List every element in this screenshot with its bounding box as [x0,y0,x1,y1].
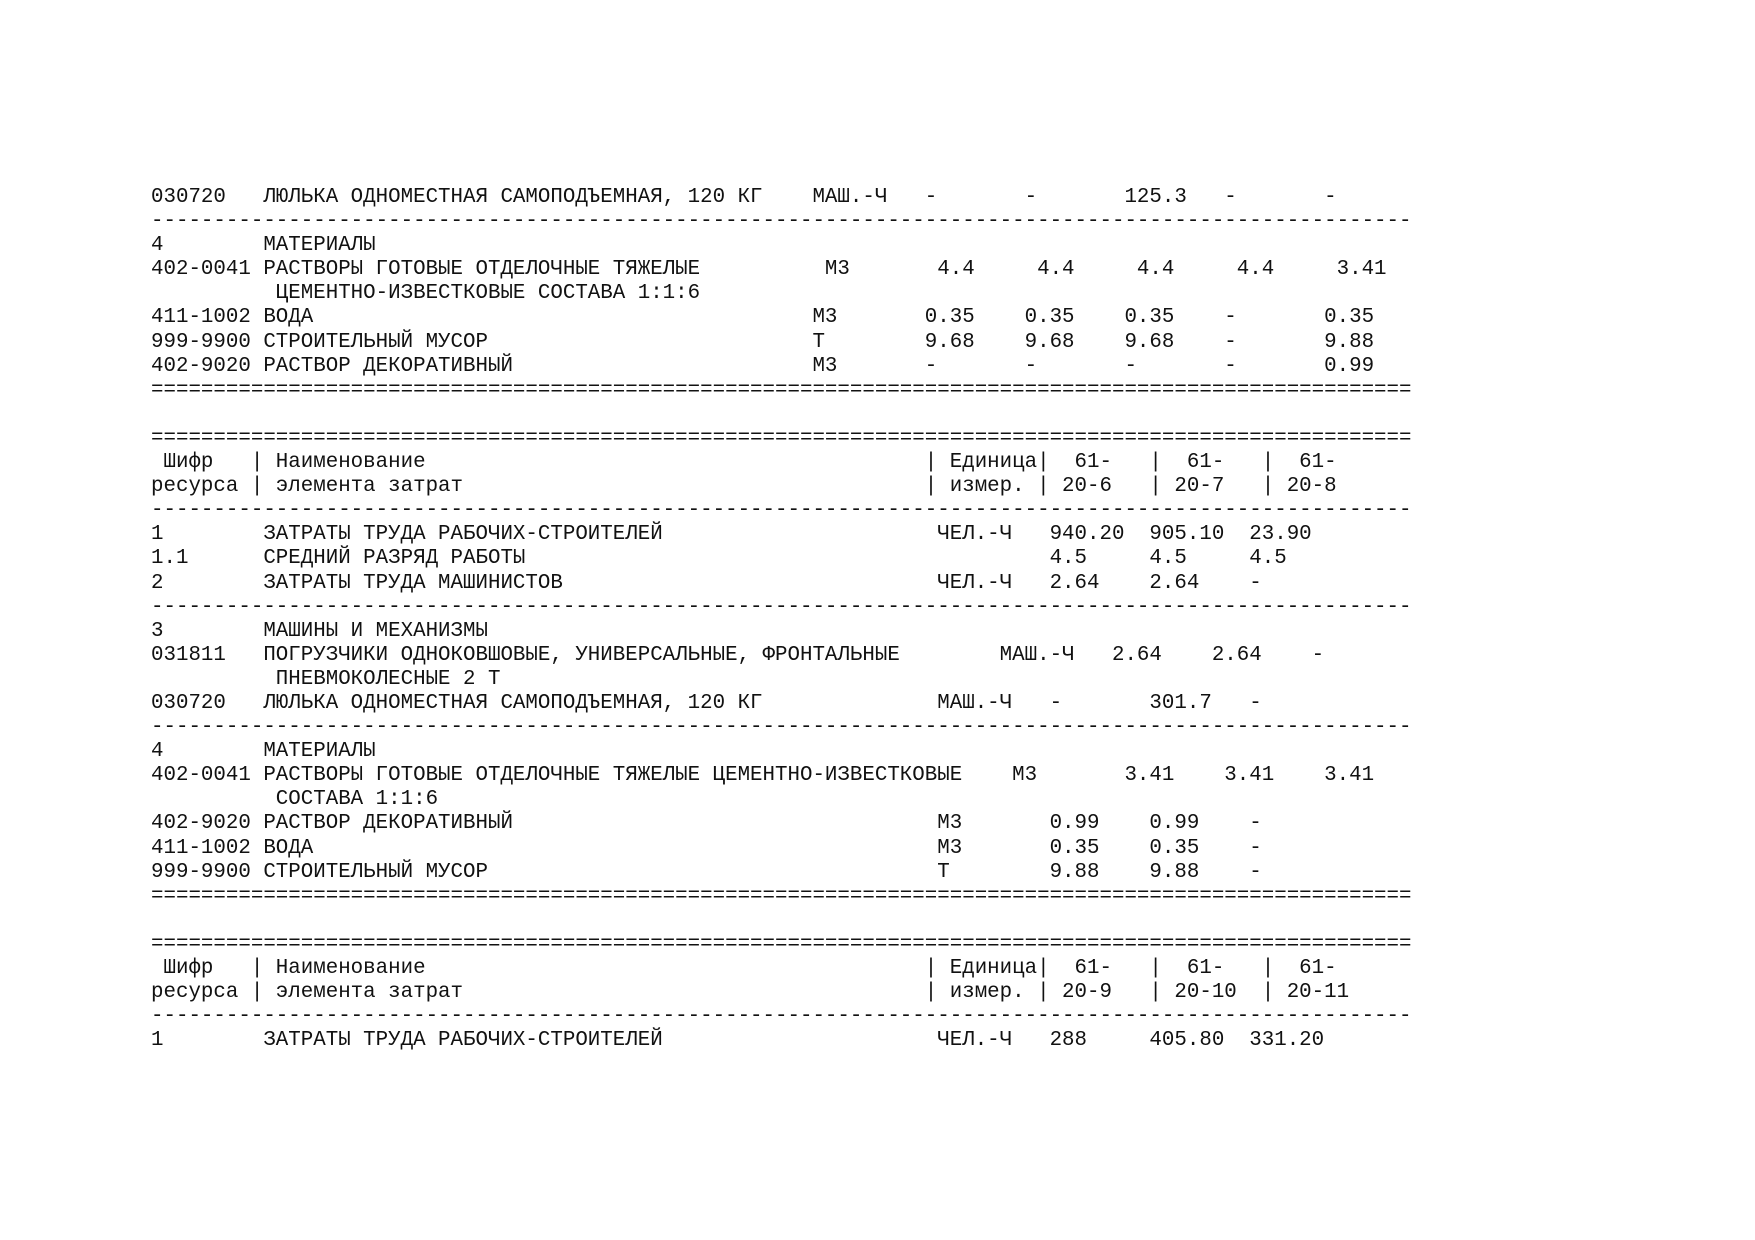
table-row-402-0041: 402-0041 РАСТВОРЫ ГОТОВЫЕ ОТДЕЛОЧНЫЕ ТЯЖЕЛЫЕ М3 4.4 4.4 4.4 4.4 3.41 [151,258,1387,282]
double-separator: ===================================================================================================== [151,932,1412,956]
double-separator: ===================================================================================================== [151,884,1412,908]
table-header-row-2: ресурса | элемента затрат | измер. | 20-6 | 20-7 | 20-8 [151,475,1337,499]
block-gap [151,403,1412,427]
table-row-402-0041-continued: СОСТАВА 1:1:6 [151,788,439,812]
table-row-labor-operators: 2 ЗАТРАТЫ ТРУДА МАШИНИСТОВ ЧЕЛ.-Ч 2.64 2.64 - [151,571,1262,595]
table-row-999-9900: 999-9900 СТРОИТЕЛЬНЫЙ МУСОР Т 9.68 9.68 9.68 - 9.88 [151,330,1375,354]
table-block-continuation [151,186,1412,403]
dashed-separator: ----------------------------------------------------------------------------------------------------- [151,595,1412,619]
section-heading-machines: 3 МАШИНЫ И МЕХАНИЗМЫ [151,619,488,643]
table-header-row-2: ресурса | элемента затрат | измер. | 20-9 | 20-10 | 20-11 [151,981,1350,1005]
table-row-average-grade: 1.1 СРЕДНИЙ РАЗРЯД РАБОТЫ 4.5 4.5 4.5 [151,547,1287,571]
table-row-031811-continued: ПНЕВМОКОЛЕСНЫЕ 2 Т [151,667,501,691]
table-block-20-9-to-20-11 [151,933,1412,1053]
table-block-20-6-to-20-8 [151,427,1412,909]
dashed-separator: ----------------------------------------------------------------------------------------------------- [151,499,1412,523]
table-row-402-0041-continued: ЦЕМЕНТНО-ИЗВЕСТКОВЫЕ СОСТАВА 1:1:6 [151,282,701,306]
dashed-separator: ----------------------------------------------------------------------------------------------------- [151,1005,1412,1029]
table-row-411-1002: 411-1002 ВОДА М3 0.35 0.35 0.35 - 0.35 [151,306,1375,330]
table-row-machine-030720: 030720 ЛЮЛЬКА ОДНОМЕСТНАЯ САМОПОДЪЕМНАЯ, 120 КГ МАШ.-Ч - 301.7 - [151,691,1262,715]
table-row-999-9900: 999-9900 СТРОИТЕЛЬНЫЙ МУСОР Т 9.88 9.88 - [151,860,1262,884]
block-gap [151,909,1412,933]
double-separator: ===================================================================================================== [151,378,1412,402]
table-row-031811: 031811 ПОГРУЗЧИКИ ОДНОКОВШОВЫЕ, УНИВЕРСАЛЬНЫЕ, ФРОНТАЛЬНЫЕ МАШ.-Ч 2.64 2.64 - [151,643,1325,667]
double-separator: ===================================================================================================== [151,426,1412,450]
table-row-labor-workers: 1 ЗАТРАТЫ ТРУДА РАБОЧИХ-СТРОИТЕЛЕЙ ЧЕЛ.-Ч 940.20 905.10 23.90 [151,523,1312,547]
dashed-separator: ----------------------------------------------------------------------------------------------------- [151,210,1412,234]
table-header-row-1: Шифр | Наименование | Единица| 61- | 61- | 61- [151,451,1337,475]
table-row-402-9020: 402-9020 РАСТВОР ДЕКОРАТИВНЫЙ М3 - - - - 0.99 [151,354,1375,378]
table-row-402-9020: 402-9020 РАСТВОР ДЕКОРАТИВНЫЙ М3 0.99 0.99 - [151,812,1262,836]
section-heading-materials: 4 МАТЕРИАЛЫ [151,234,376,258]
section-heading-materials: 4 МАТЕРИАЛЫ [151,740,376,764]
resource-table-listing [151,186,1412,1053]
table-header-row-1: Шифр | Наименование | Единица| 61- | 61- | 61- [151,957,1337,980]
table-row-411-1002: 411-1002 ВОДА М3 0.35 0.35 - [151,836,1262,860]
table-row-labor-workers: 1 ЗАТРАТЫ ТРУДА РАБОЧИХ-СТРОИТЕЛЕЙ ЧЕЛ.-Ч 288 405.80 331.20 [151,1029,1325,1053]
table-row-machine-030720: 030720 ЛЮЛЬКА ОДНОМЕСТНАЯ САМОПОДЪЕМНАЯ, 120 КГ МАШ.-Ч - - 125.3 - - [151,186,1337,209]
dashed-separator: ----------------------------------------------------------------------------------------------------- [151,716,1412,740]
table-row-402-0041: 402-0041 РАСТВОРЫ ГОТОВЫЕ ОТДЕЛОЧНЫЕ ТЯЖЕЛЫЕ ЦЕМЕНТНО-ИЗВЕСТКОВЫЕ М3 3.41 3.41 3.41 [151,764,1375,788]
